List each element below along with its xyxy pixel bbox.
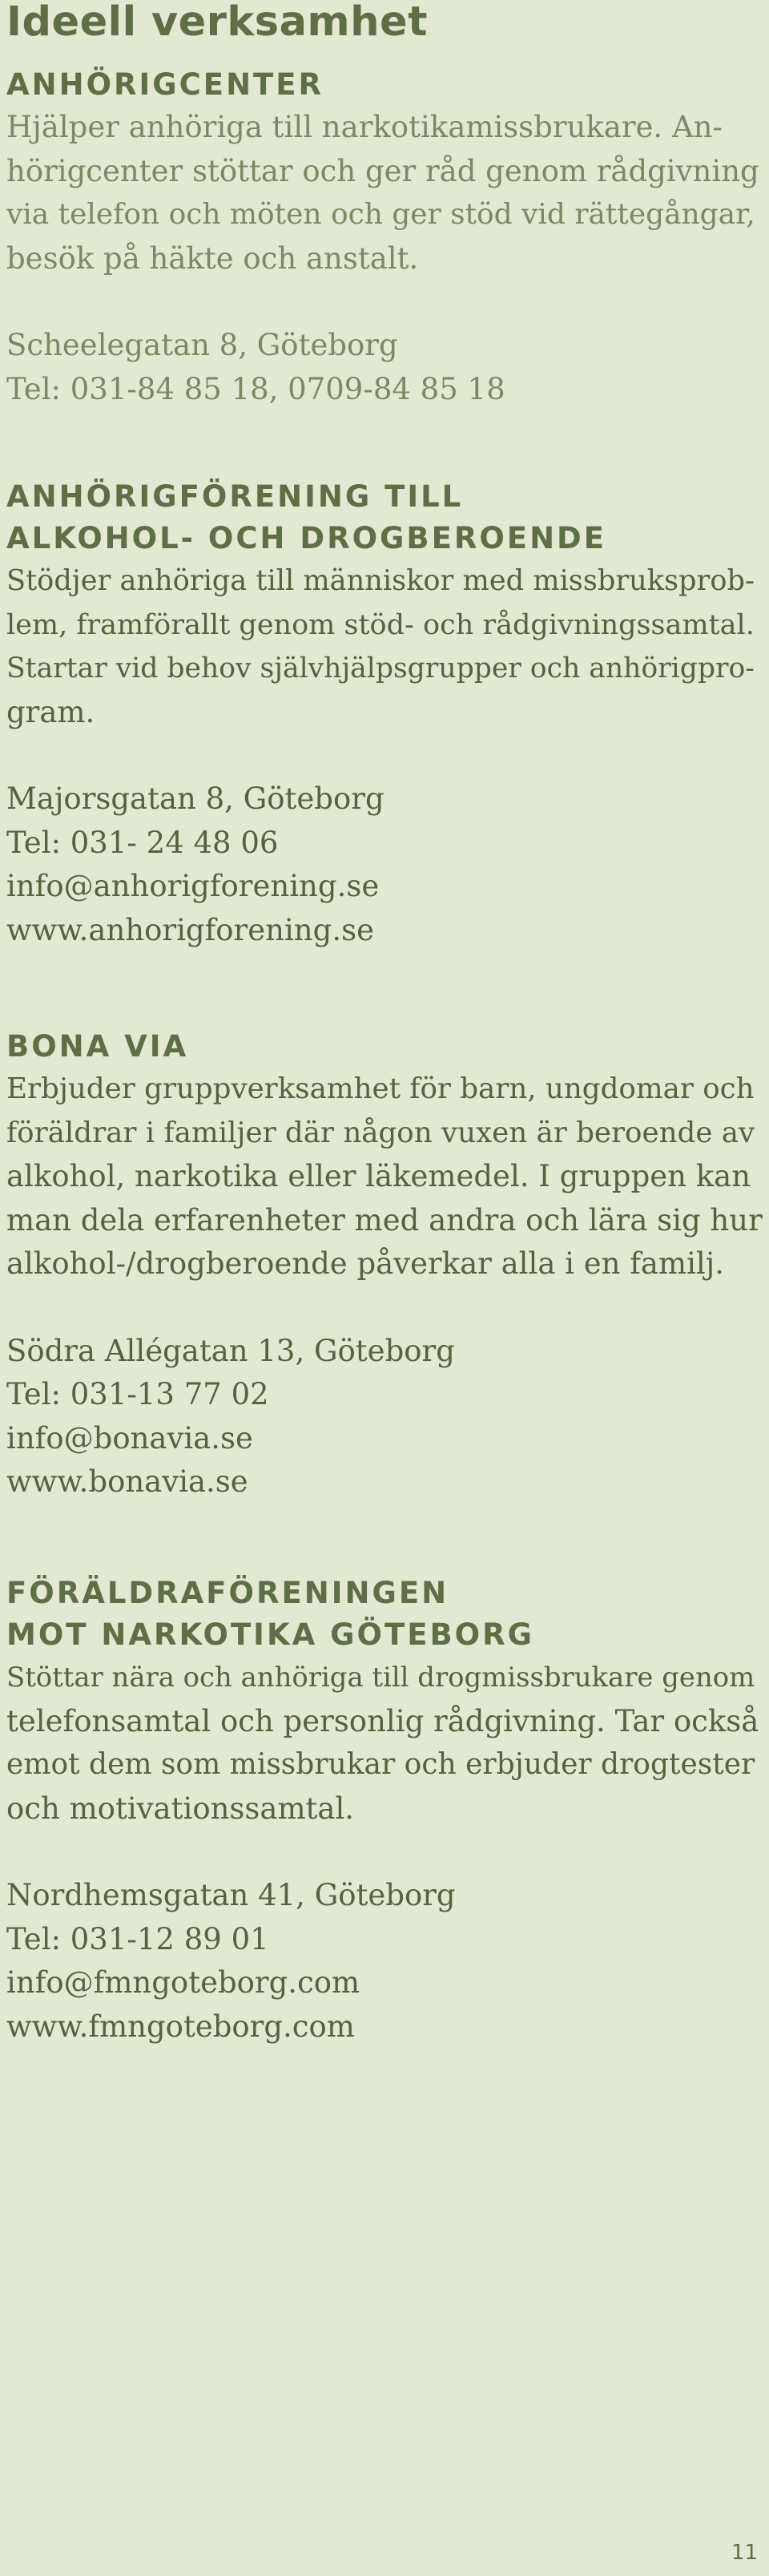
contact-block [6, 324, 763, 411]
email: info@anhorigforening.se [6, 869, 380, 903]
description-line: via telefon och möten och ger stöd vid rättegångar, [6, 198, 755, 231]
heading-line: FÖRÄLDRAFÖRENINGEN [6, 1576, 449, 1610]
address: Majorsgatan 8, Göteborg [6, 781, 384, 816]
heading-line: BONA VIA [6, 1029, 189, 1064]
description-line: Startar vid behov självhjälpsgrupper och anhörigpro- [6, 652, 755, 684]
section-description [6, 1068, 763, 1286]
email: info@fmngoteborg.com [6, 1965, 360, 2000]
phone: Tel: 031-12 89 01 [6, 1921, 269, 1956]
page-number: 11 [731, 2541, 758, 2565]
description-line: Hjälper anhöriga till narkotikamissbrukare. An- [6, 110, 723, 144]
website: www.fmngoteborg.com [6, 2009, 355, 2044]
description-line: telefonsamtal och personlig rådgivning. Tar också [6, 1703, 759, 1738]
page-title: Ideell verksamhet [6, 0, 428, 46]
section-heading [6, 476, 763, 559]
heading-line: ANHÖRIGFÖRENING TILL [6, 479, 464, 514]
website: www.bonavia.se [6, 1464, 248, 1499]
section-description [6, 1656, 763, 1831]
description-line: och motivationssamtal. [6, 1791, 355, 1826]
section-description [6, 106, 763, 281]
section-heading [6, 1573, 763, 1656]
contact-block [6, 1330, 763, 1504]
description-line: föräldrar i familjer där någon vuxen är beroende av [6, 1116, 755, 1149]
description-line: Erbjuder gruppverksamhet för barn, ungdomar och [6, 1072, 755, 1105]
email: info@bonavia.se [6, 1420, 253, 1456]
heading-line: MOT NARKOTIKA GÖTEBORG [6, 1617, 534, 1652]
section-anhorigcenter [6, 64, 763, 411]
description-line: emot dem som missbrukar och erbjuder drogtester [6, 1748, 755, 1781]
section-heading [6, 1026, 763, 1068]
section-heading [6, 64, 763, 106]
description-line: gram. [6, 694, 95, 729]
phone: Tel: 031-13 77 02 [6, 1377, 269, 1411]
phone: Tel: 031- 24 48 06 [6, 825, 279, 860]
description-line: besök på häkte och anstalt. [6, 240, 419, 276]
section-bona-via [6, 1026, 763, 1504]
description-line: alkohol, narkotika eller läkemedel. I gruppen kan [6, 1159, 751, 1193]
address: Nordhemsgatan 41, Göteborg [6, 1878, 456, 1912]
section-foraldraforeningen [6, 1573, 763, 2049]
description-line: lem, framförallt genom stöd- och rådgivningssamtal. [6, 608, 755, 641]
address: Scheelegatan 8, Göteborg [6, 328, 398, 362]
contact-block [6, 777, 763, 952]
description-line: alkohol-/drogberoende påverkar alla i en familj. [6, 1246, 724, 1281]
description-line: hörigcenter stöttar och ger råd genom rådgivning [6, 153, 759, 188]
address: Södra Allégatan 13, Göteborg [6, 1333, 455, 1368]
description-line: man dela erfarenheter med andra och lära sig hur [6, 1202, 763, 1238]
contact-block [6, 1874, 763, 2049]
section-description [6, 559, 763, 734]
phone: Tel: 031-84 85 18, 0709-84 85 18 [6, 371, 505, 406]
heading-line: ANHÖRIGCENTER [6, 67, 324, 102]
section-anhorigforening [6, 476, 763, 952]
description-line: Stödjer anhöriga till människor med missbruksprob- [6, 564, 755, 597]
website: www.anhorigforening.se [6, 912, 374, 947]
heading-line: ALKOHOL- OCH DROGBEROENDE [6, 521, 607, 555]
description-line: Stöttar nära och anhöriga till drogmissbrukare genom [6, 1661, 755, 1693]
